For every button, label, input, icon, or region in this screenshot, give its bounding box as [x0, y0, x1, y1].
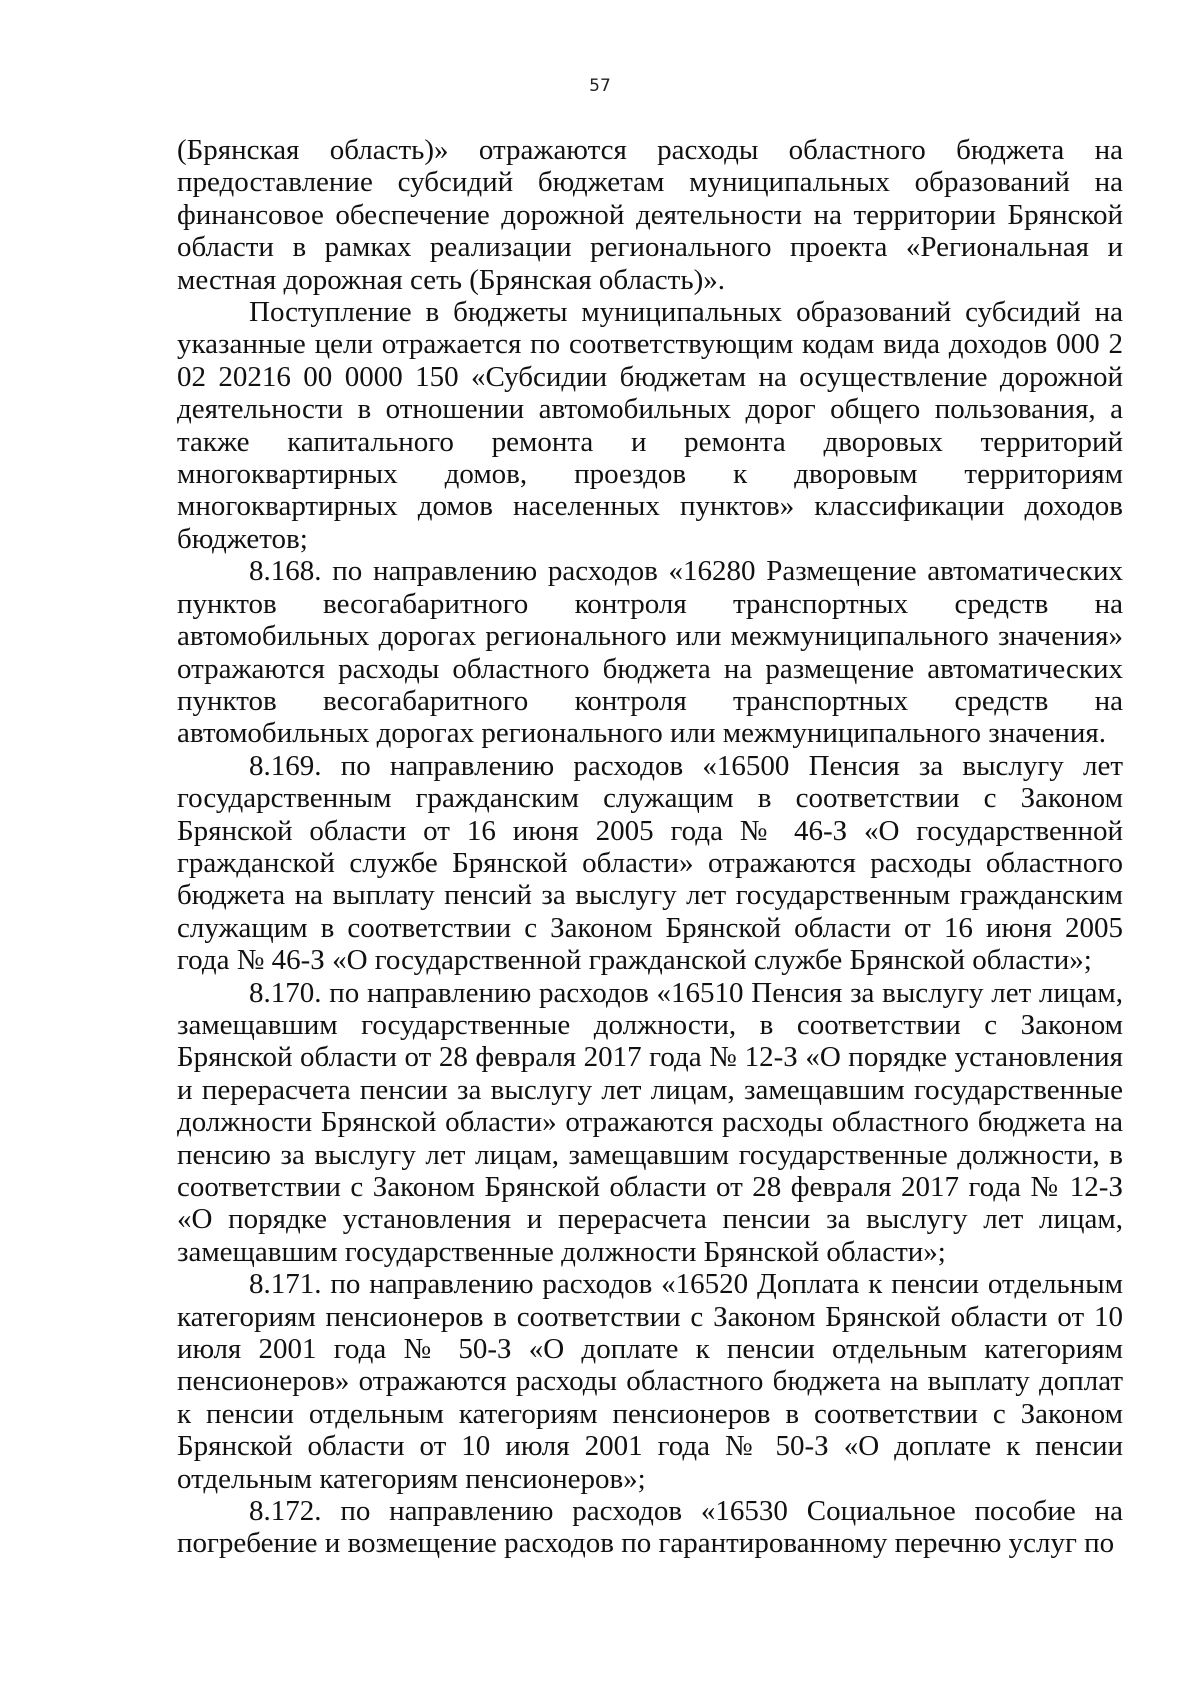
- paragraph-continuation: (Брянская область)» отражаются расходы областного бюджета на предоставление субсидий бюджетам муниципальных образований на финансовое обеспечение дорожной деятельности на территории Брянской области в рамках реализации регионального проекта «Региональная и местная дорожная сеть (Брянская область)».: [177, 134, 1123, 296]
- paragraph-8-169: 8.169. по направлению расходов «16500 Пенсия за выслугу лет государственным гражданским служащим в соответствии с Законом Брянской области от 16 июня 2005 года № 46-З «О государственной гражданской службе Брянской области» отражаются расходы областного бюджета на выплату пенсий за выслугу лет государственным гражданским служащим в соответствии с Законом Брянской области от 16 июня 2005 года № 46-З «О государственной гражданской службе Брянской области»;: [177, 749, 1123, 977]
- paragraph-8-172: 8.172. по направлению расходов «16530 Социальное пособие на погребение и возмещение расходов по гарантированному перечню услуг по: [177, 1495, 1123, 1560]
- document-body: [177, 134, 1123, 1560]
- paragraph-8-168: 8.168. по направлению расходов «16280 Размещение автоматических пунктов весогабаритного контроля транспортных средств на автомобильных дорогах регионального или межмуниципального значения» отражаются расходы областного бюджета на размещение автоматических пунктов весогабаритного контроля транспортных средств на автомобильных дорогах регионального или межмуниципального значения.: [177, 555, 1123, 750]
- paragraph-subsidies-receipt: Поступление в бюджеты муниципальных образований субсидий на указанные цели отражается по соответствующим кодам вида доходов 000 2 02 20216 00 0000 150 «Субсидии бюджетам на осуществление дорожной деятельности в отношении автомобильных дорог общего пользования, а также капитального ремонта и ремонта дворовых территорий многоквартирных домов, проездов к дворовым территориям многоквартирных домов населенных пунктов» классификации доходов бюджетов;: [177, 296, 1123, 555]
- paragraph-8-171: 8.171. по направлению расходов «16520 Доплата к пенсии отдельным категориям пенсионеров в соответствии с Законом Брянской области от 10 июля 2001 года № 50-З «О доплате к пенсии отдельным категориям пенсионеров» отражаются расходы областного бюджета на выплату доплат к пенсии отдельным категориям пенсионеров в соответствии с Законом Брянской области от 10 июля 2001 года № 50-З «О доплате к пенсии отдельным категориям пенсионеров»;: [177, 1268, 1123, 1495]
- page-number: 57: [589, 76, 611, 96]
- paragraph-8-170: 8.170. по направлению расходов «16510 Пенсия за выслугу лет лицам, замещавшим государственные должности, в соответствии с Законом Брянской области от 28 февраля 2017 года № 12-З «О порядке установления и перерасчета пенсии за выслугу лет лицам, замещавшим государственные должности Брянской области» отражаются расходы областного бюджета на пенсию за выслугу лет лицам, замещавшим государственные должности, в соответствии с Законом Брянской области от 28 февраля 2017 года № 12-З «О порядке установления и перерасчета пенсии за выслугу лет лицам, замещавшим государственные должности Брянской области»;: [177, 976, 1123, 1268]
